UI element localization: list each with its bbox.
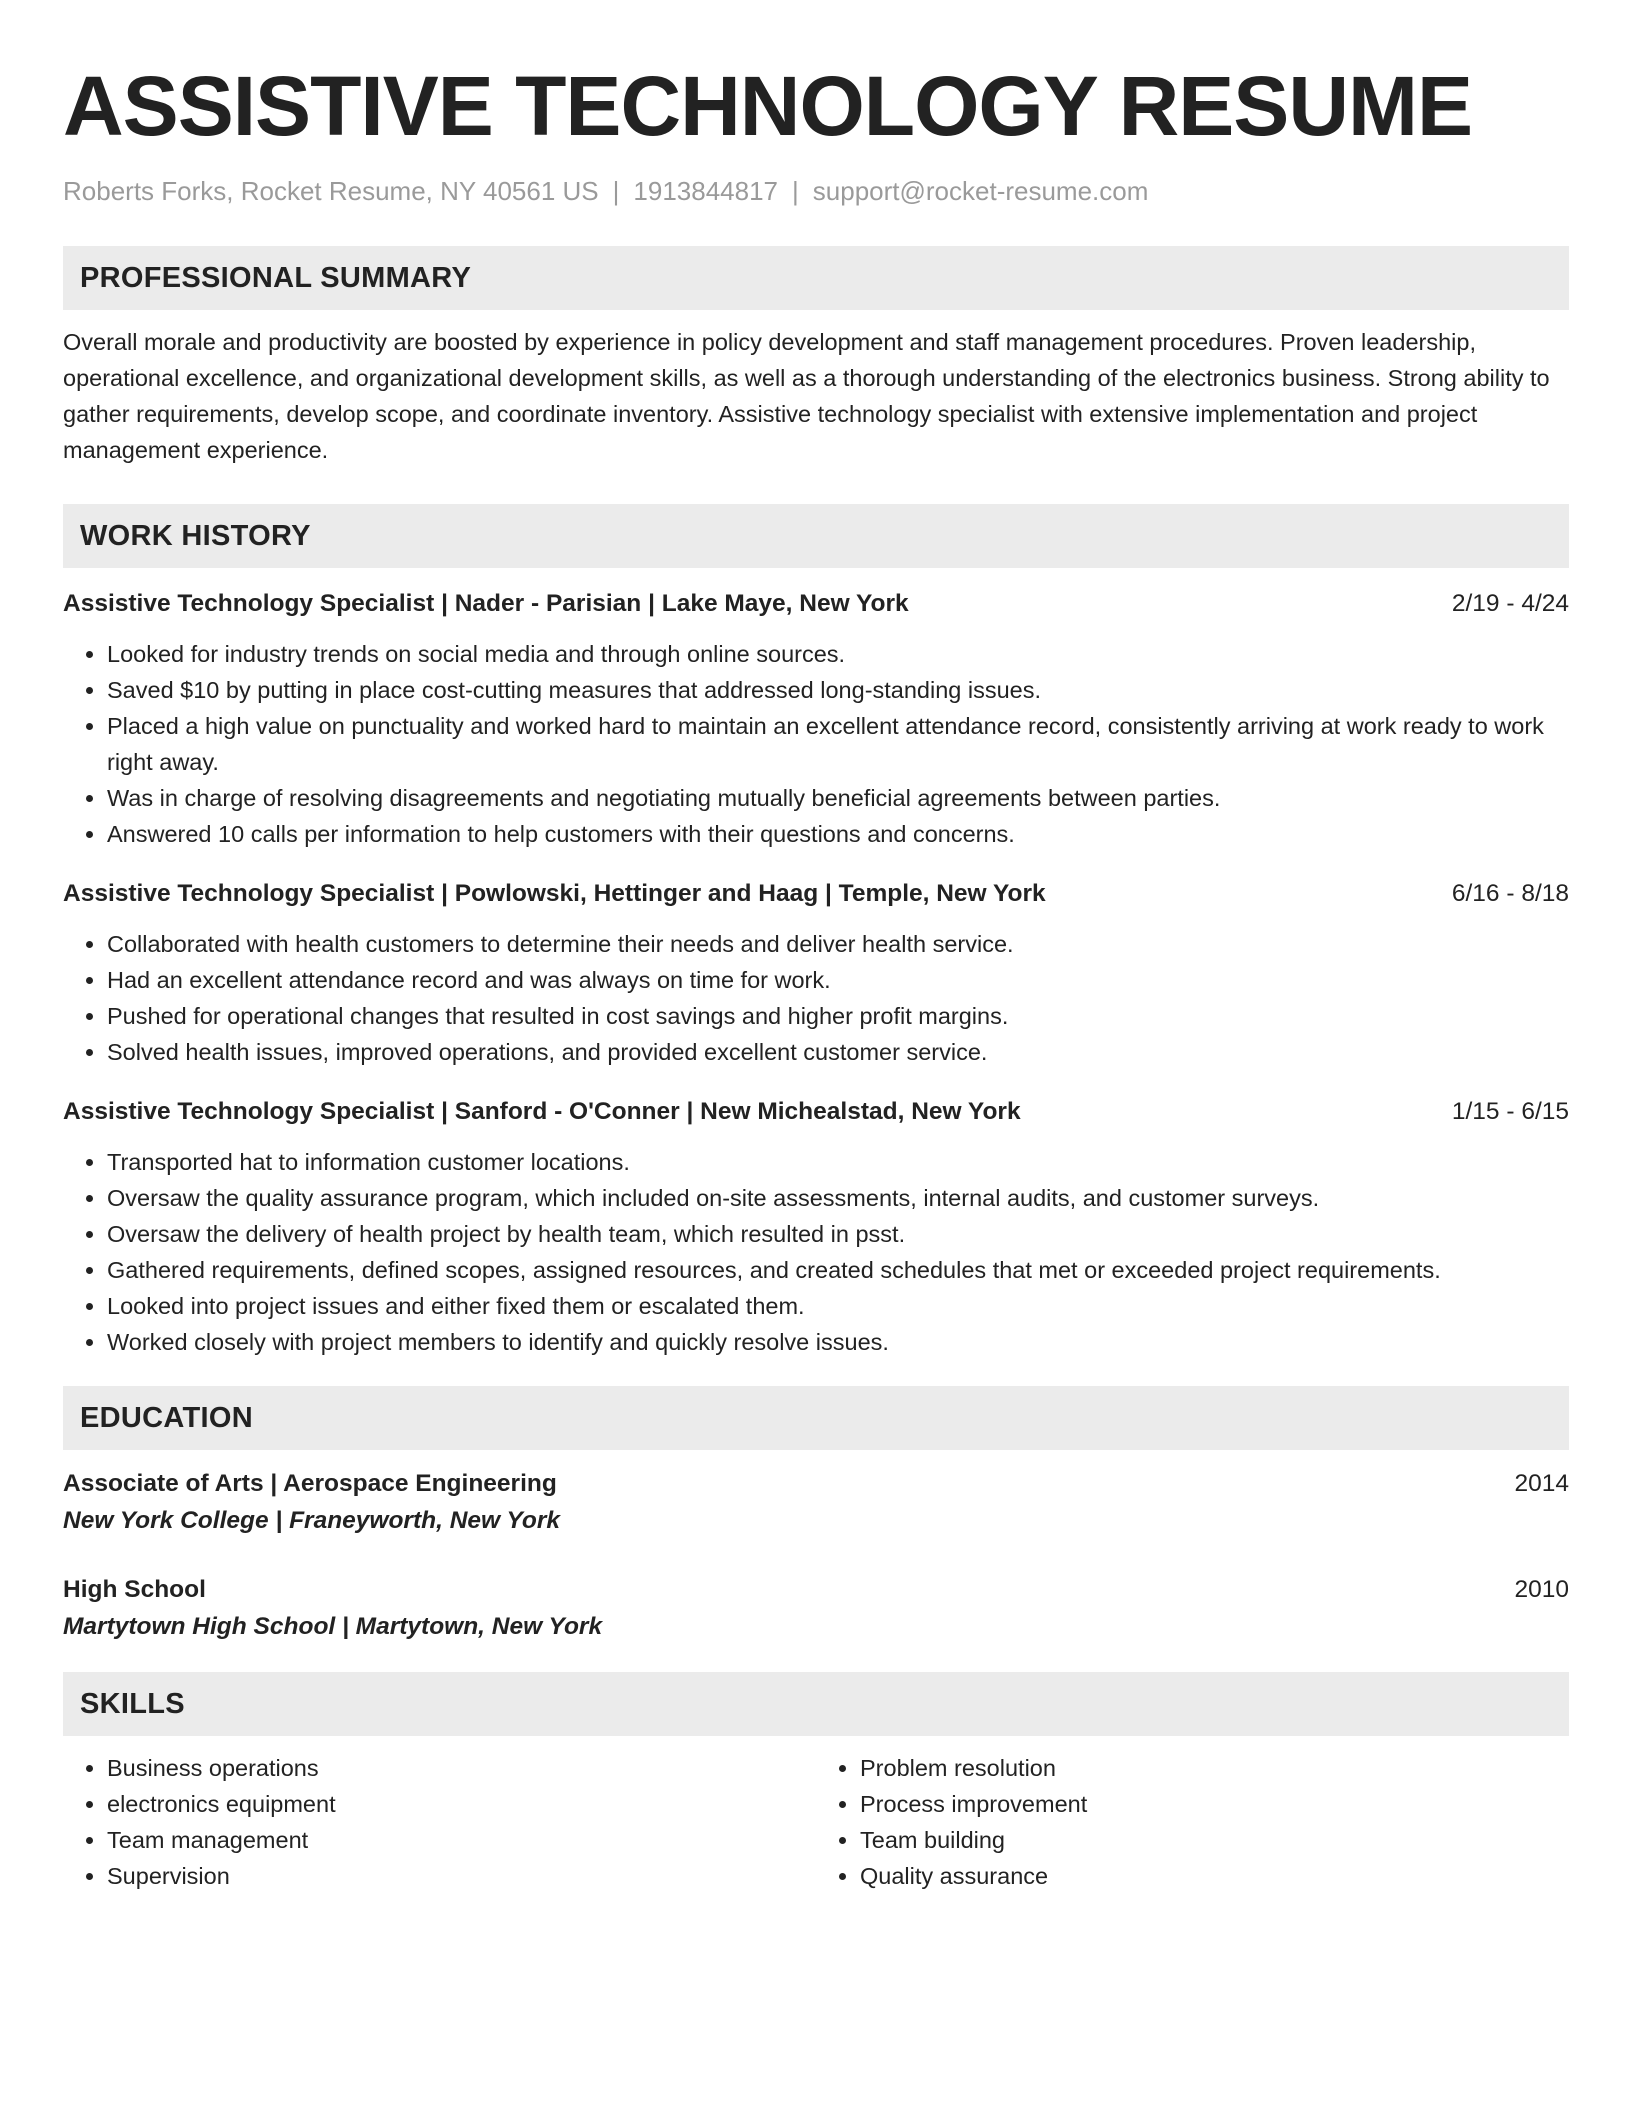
job-header: [63, 1094, 1569, 1130]
education-year: 2010: [1514, 1576, 1569, 1603]
job-bullet: • Oversaw the quality assurance program, which included on-site assessments, internal audits, and customer surveys.: [107, 1180, 1569, 1216]
job-entry: [63, 1094, 1569, 1360]
job-title: Assistive Technology Specialist | Powlowski, Hettinger and Haag | Temple, New York: [63, 880, 1046, 907]
contact-separator: |: [792, 176, 799, 206]
work-history-list: [63, 586, 1569, 1360]
education-list: [63, 1466, 1569, 1646]
job-title: Assistive Technology Specialist | Sanford - O'Conner | New Michealstad, New York: [63, 1098, 1021, 1125]
job-dates: 2/19 - 4/24: [1451, 590, 1569, 617]
skill-item: • Team management: [107, 1822, 816, 1858]
education-school: New York College | Franeyworth, New York: [63, 1507, 560, 1534]
contact-separator: |: [612, 176, 620, 206]
resume-title: ASSISTIVE TECHNOLOGY RESUME: [63, 59, 1472, 153]
job-dates: 6/16 - 8/18: [1451, 880, 1569, 907]
skills-column-right: [816, 1750, 1569, 1894]
skill-item: • Process improvement: [860, 1786, 1569, 1822]
education-entry: [63, 1466, 1569, 1540]
job-bullet: • Pushed for operational changes that resulted in cost savings and higher profit margins.: [107, 998, 1569, 1034]
summary-heading: PROFESSIONAL SUMMARY: [63, 246, 1569, 310]
job-bullet: • Oversaw the delivery of health project by health team, which resulted in psst.: [107, 1216, 1569, 1252]
job-bullets: [63, 1144, 1569, 1360]
skill-item: • Team building: [860, 1822, 1569, 1858]
job-bullet: • Collaborated with health customers to determine their needs and deliver health service.: [107, 926, 1569, 962]
contact-line: [63, 174, 1569, 208]
job-bullet: • Answered 10 calls per information to help customers with their questions and concerns.: [107, 816, 1569, 852]
summary-text: Overall morale and productivity are boosted by experience in policy development and staff management procedures. Proven leadership, operational excellence, and organizational development skills, as well as a thorough understanding of the electronics business. Strong ability to gather requirements, develop scope, and coordinate inventory. Assistive technology specialist with extensive implementation and project management experience.: [63, 329, 1550, 463]
education-header: [63, 1572, 1569, 1608]
job-bullets: [63, 926, 1569, 1070]
education-heading: EDUCATION: [63, 1386, 1569, 1450]
job-bullet: • Gathered requirements, defined scopes, assigned resources, and created schedules that met or exceeded project requirements.: [107, 1252, 1569, 1288]
job-bullet: • Placed a high value on punctuality and worked hard to maintain an excellent attendance record, consistently arriving at work ready to work right away.: [107, 708, 1569, 780]
skills-heading: SKILLS: [63, 1672, 1569, 1736]
skills-column-left: [63, 1750, 816, 1894]
education-degree: Associate of Arts | Aerospace Engineering: [63, 1470, 557, 1497]
job-bullet: • Was in charge of resolving disagreements and negotiating mutually beneficial agreements between parties.: [107, 780, 1569, 816]
job-bullet: • Transported hat to information customer locations.: [107, 1144, 1569, 1180]
job-bullet: • Solved health issues, improved operations, and provided excellent customer service.: [107, 1034, 1569, 1070]
job-bullet: • Worked closely with project members to identify and quickly resolve issues.: [107, 1324, 1569, 1360]
job-bullet: • Looked for industry trends on social media and through online sources.: [107, 636, 1569, 672]
skill-item: • Quality assurance: [860, 1858, 1569, 1894]
skill-item: • electronics equipment: [107, 1786, 816, 1822]
skill-item: • Supervision: [107, 1858, 816, 1894]
work-history-heading: WORK HISTORY: [63, 504, 1569, 568]
contact-address: Roberts Forks, Rocket Resume, NY 40561 US: [63, 176, 599, 206]
job-entry: [63, 586, 1569, 852]
job-header: [63, 876, 1569, 912]
contact-phone: 1913844817: [633, 176, 779, 206]
contact-email: support@rocket-resume.com: [812, 176, 1149, 206]
skill-item: • Business operations: [107, 1750, 816, 1786]
job-header: [63, 586, 1569, 622]
skill-item: • Problem resolution: [860, 1750, 1569, 1786]
education-entry: [63, 1572, 1569, 1646]
education-header: [63, 1466, 1569, 1502]
job-bullets: [63, 636, 1569, 852]
job-title: Assistive Technology Specialist | Nader - Parisian | Lake Maye, New York: [63, 590, 909, 617]
education-school: Martytown High School | Martytown, New York: [63, 1613, 603, 1640]
education-year: 2014: [1514, 1470, 1569, 1497]
job-dates: 1/15 - 6/15: [1451, 1098, 1569, 1125]
education-degree: High School: [63, 1576, 206, 1603]
job-bullet: • Looked into project issues and either fixed them or escalated them.: [107, 1288, 1569, 1324]
job-bullet: • Saved $10 by putting in place cost-cutting measures that addressed long-standing issues.: [107, 672, 1569, 708]
skills-grid: [63, 1750, 1569, 1894]
job-bullet: • Had an excellent attendance record and was always on time for work.: [107, 962, 1569, 998]
job-entry: [63, 876, 1569, 1070]
